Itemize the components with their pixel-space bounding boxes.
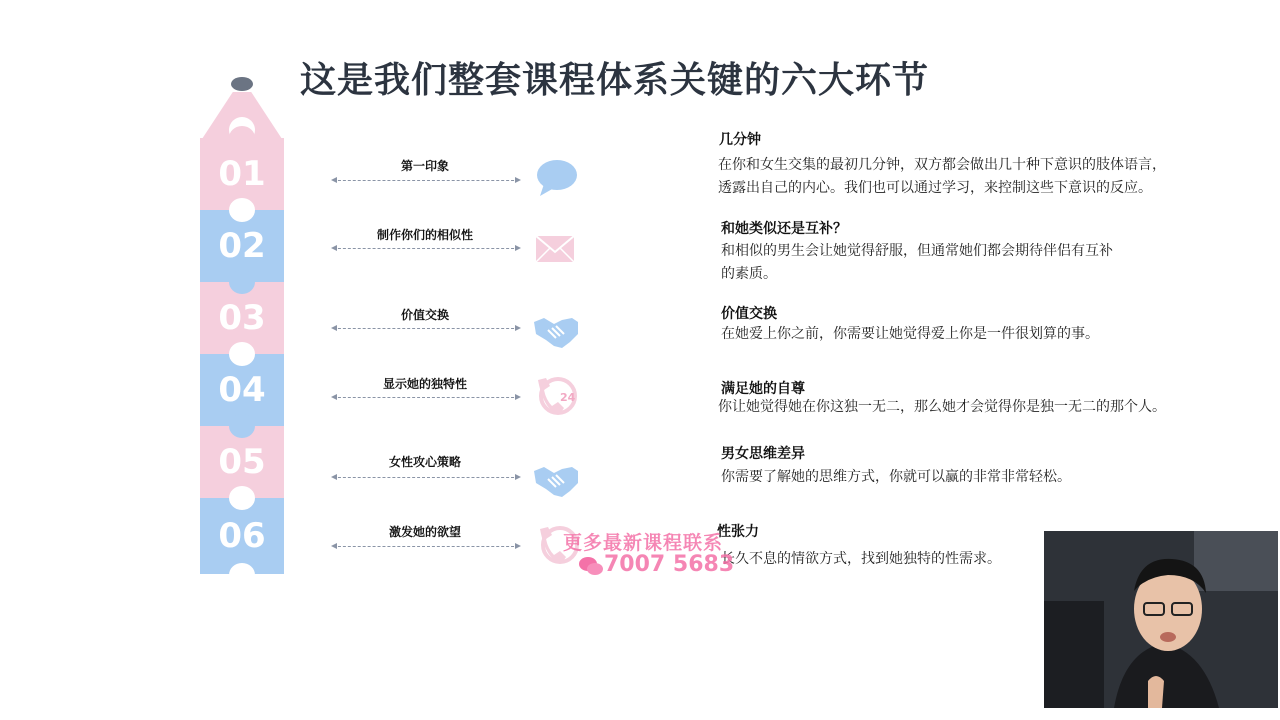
step-label-03: 价值交换 (400, 308, 449, 322)
puzzle-knob (229, 342, 255, 366)
desc-line: 的素质。 (721, 266, 777, 282)
double-arrow (333, 546, 519, 547)
step-label-06: 激发她的欲望 (388, 525, 461, 539)
watermark-text: 更多最新课程联系 (563, 532, 724, 554)
step-label-04: 显示她的独特性 (382, 377, 467, 391)
step-label-02: 制作你们的相似性 (376, 228, 473, 242)
desc-line: 和相似的男生会让她觉得舒服，但通常她们都会期待伴侣有互补 (721, 243, 1113, 259)
desc-line: 透露出自己的内心。我们也可以通过学习，来控制这些下意识的反应。 (718, 180, 1152, 196)
desc-body-04 (718, 396, 1238, 419)
watermark-number: 7007 5683 (604, 552, 735, 577)
desc-line: 你让她觉得她在你这独一无二，那么她才会觉得你是独一无二的那个人。 (718, 399, 1166, 415)
desc-body-01 (718, 154, 1238, 200)
desc-line: 在你和女生交集的最初几分钟，双方都会做出几十种下意识的肢体语言， (718, 157, 1166, 173)
desc-heading-04: 满足她的自尊 (721, 381, 805, 397)
desc-heading-05: 男女思维差异 (721, 446, 805, 462)
puzzle-knob (229, 414, 255, 438)
double-arrow (333, 328, 519, 329)
double-arrow (333, 180, 519, 181)
wechat-icon (578, 555, 604, 577)
desc-heading-01: 几分钟 (719, 132, 761, 148)
desc-line: 长久不息的情欲方式，找到她独特的性需求。 (721, 551, 1001, 567)
step-number: 01 (218, 154, 266, 194)
desc-line: 在她爱上你之前，你需要让她觉得爱上你是一件很划算的事。 (721, 326, 1099, 342)
desc-body-05 (721, 466, 1241, 489)
step-label-05: 女性攻心策略 (388, 455, 461, 469)
desc-body-06 (721, 548, 1041, 571)
step-number: 04 (218, 370, 266, 410)
desc-heading-02: 和她类似还是互补？ (721, 221, 847, 237)
puzzle-knob (229, 486, 255, 510)
puzzle-knob (229, 126, 255, 150)
puzzle-knob (229, 563, 255, 587)
presenter-video (1044, 531, 1278, 708)
puzzle-knob (229, 270, 255, 294)
double-arrow (333, 397, 519, 398)
handshake-icon (532, 308, 580, 352)
presenter-image (1044, 531, 1278, 708)
double-arrow (333, 477, 519, 478)
desc-heading-03: 价值交换 (721, 306, 777, 322)
desc-body-02 (721, 240, 1241, 286)
step-number: 06 (218, 516, 266, 556)
step-number: 05 (218, 442, 266, 482)
step-label-01: 第一印象 (400, 159, 449, 173)
desc-heading-06: 性张力 (717, 524, 759, 540)
page-title: 这是我们整套课程体系关键的六大环节 (300, 60, 930, 101)
handshake-icon (532, 457, 580, 501)
desc-line: 你需要了解她的思维方式，你就可以赢的非常非常轻松。 (721, 469, 1071, 485)
step-number: 02 (218, 226, 266, 266)
puzzle-knob (229, 198, 255, 222)
desc-body-03 (721, 323, 1241, 346)
double-arrow (333, 248, 519, 249)
24h-phone-icon (532, 374, 580, 418)
step-number: 03 (218, 298, 266, 338)
svg-text:24: 24 (560, 391, 576, 404)
speech-bubble-icon (532, 156, 580, 200)
envelope-icon (532, 226, 580, 270)
